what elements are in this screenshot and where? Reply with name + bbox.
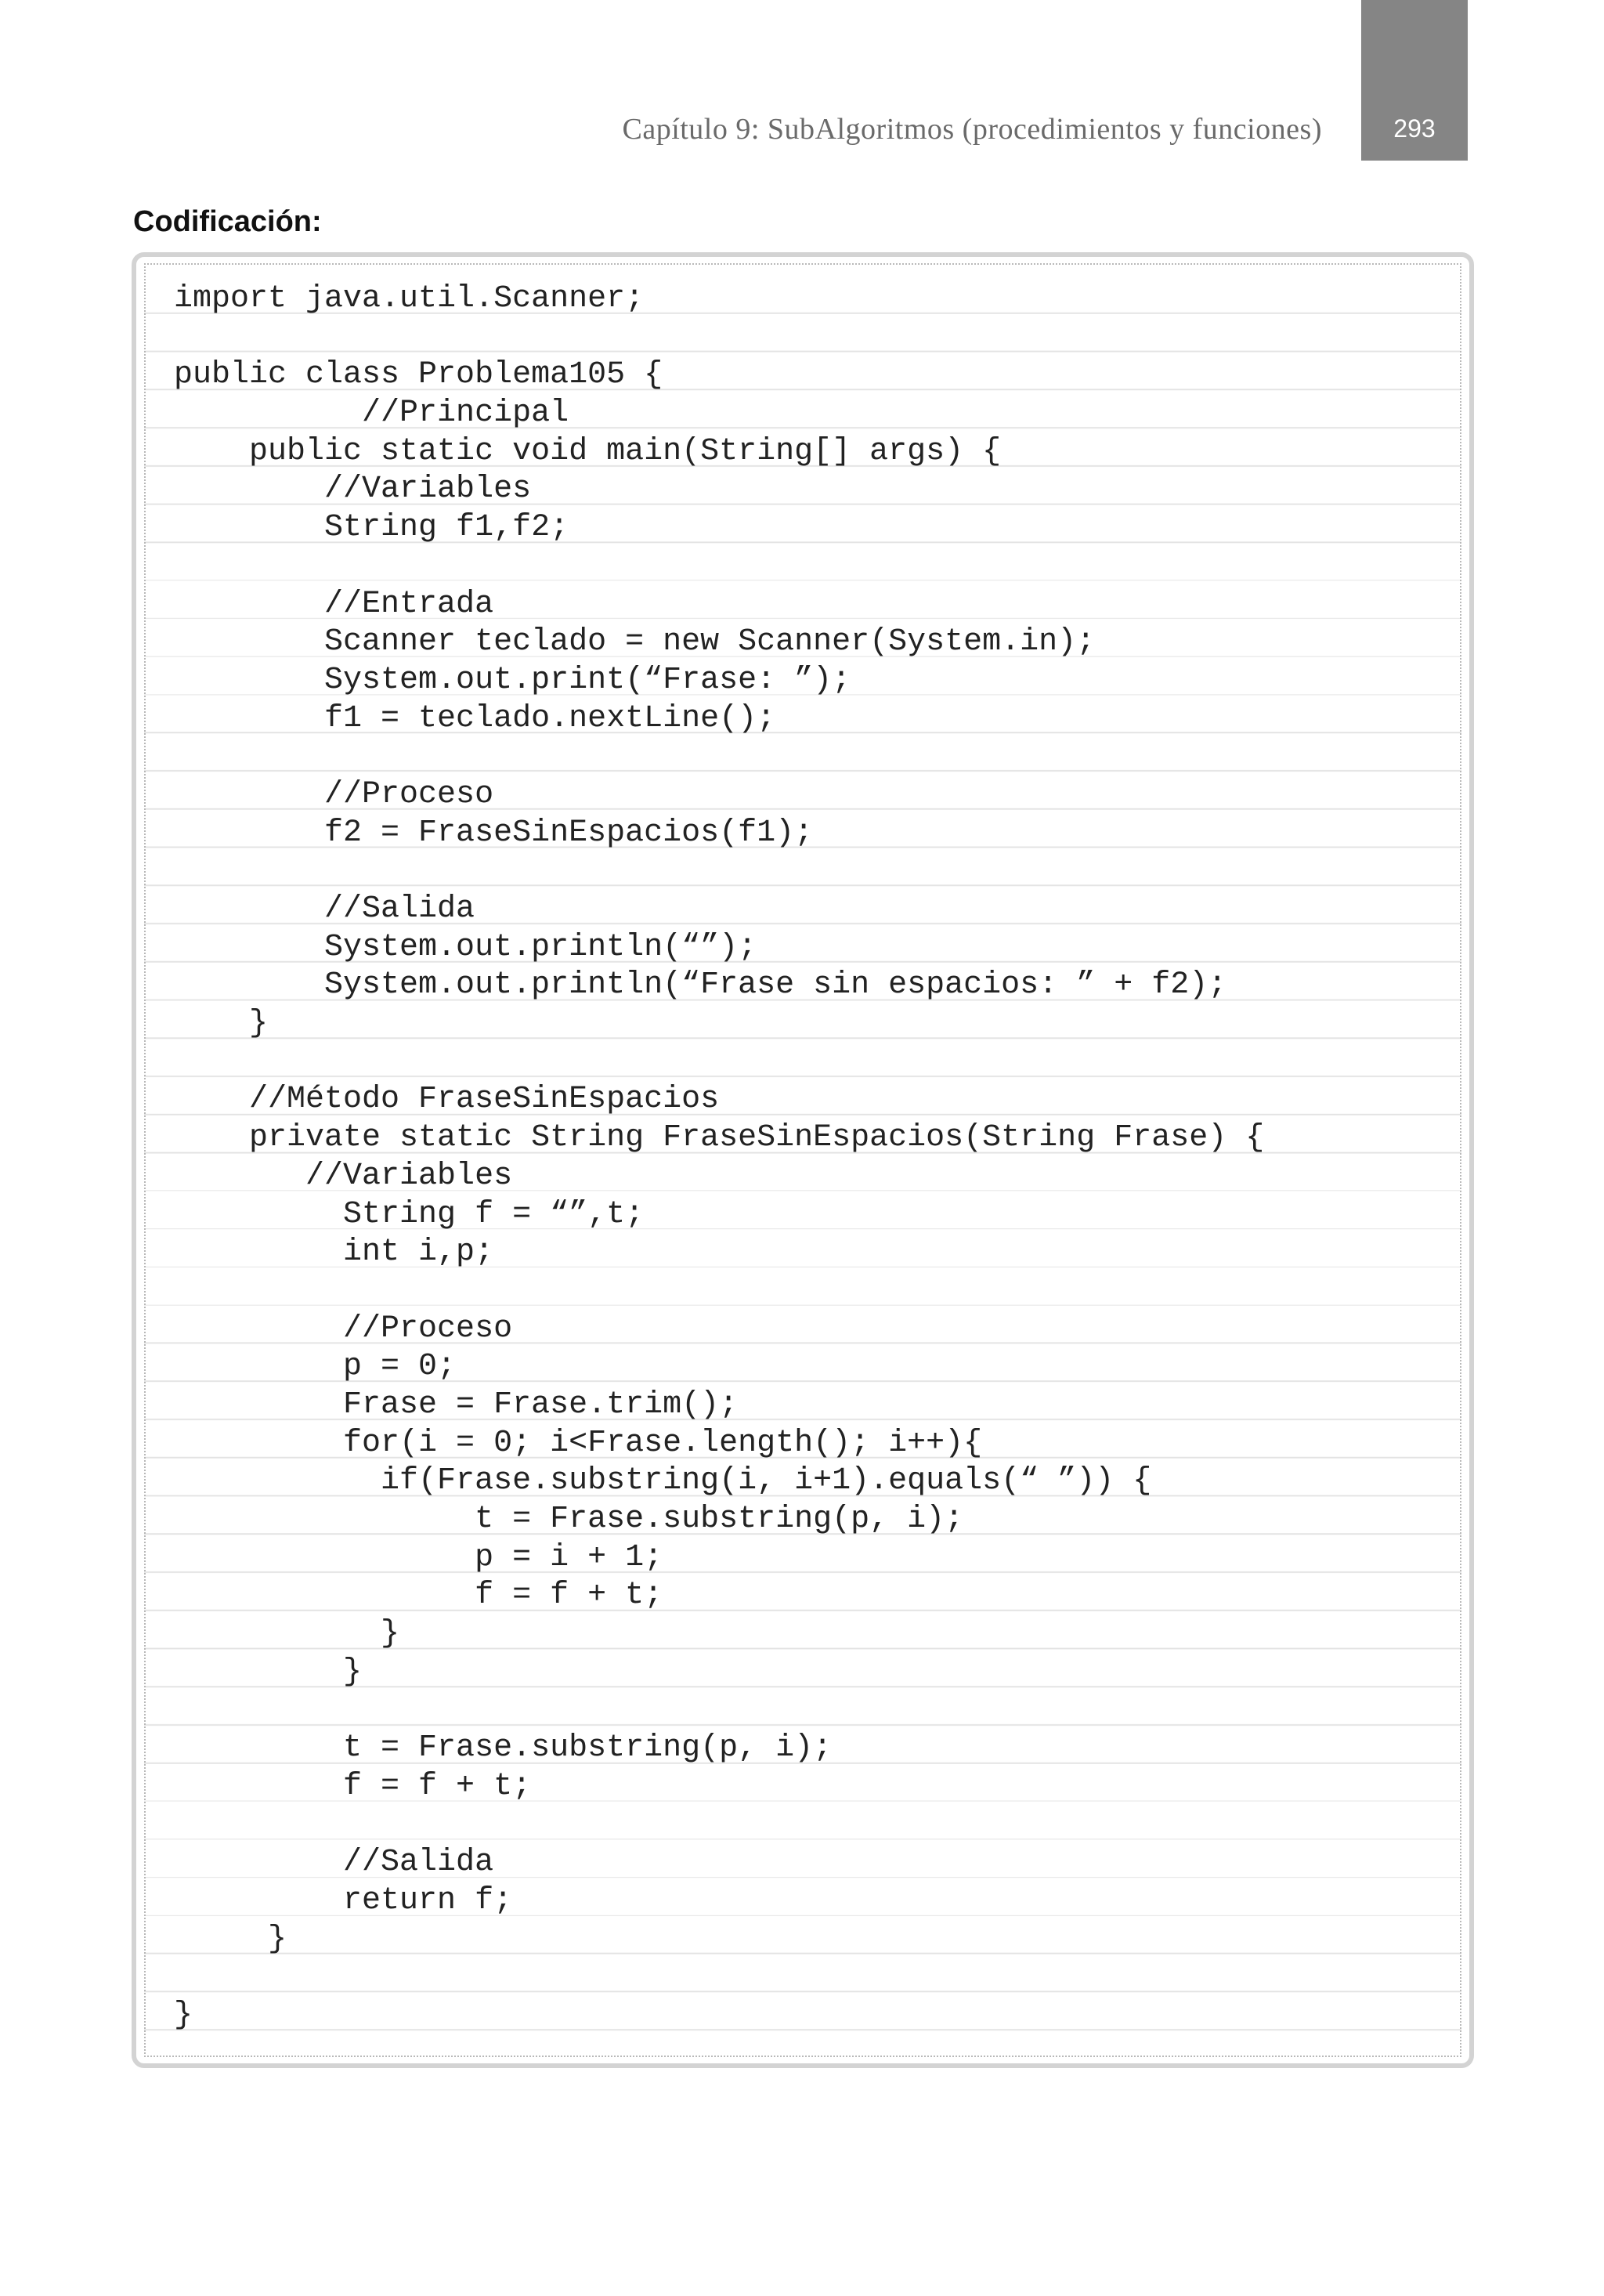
code-line: //Proceso [174,1311,513,1347]
running-header-title: Capítulo 9: SubAlgoritmos (procedimientos y funciones) [622,113,1322,146]
section-heading: Codificación: [133,205,322,238]
code-line [174,1691,1264,1730]
code-line: //Salida [174,1845,494,1881]
code-line: int i,p; [174,1235,494,1271]
code-line: System.out.print(“Frase: ”); [174,662,851,698]
code-line: import java.util.Scanner; [174,281,645,316]
code-line: //Variables [174,472,532,508]
code-line: } [174,1006,269,1042]
code-line: //Proceso [174,776,494,812]
code-line: //Salida [174,891,475,927]
code-line: f2 = FraseSinEspacios(f1); [174,815,814,851]
code-line: if(Frase.substring(i, i+1).equals(“ ”)) { [174,1463,1152,1499]
code-line [174,1806,1264,1845]
code-line: System.out.println(“”); [174,929,757,965]
code-line: System.out.println(“Frase sin espacios: ” + f2); [174,967,1227,1003]
code-line: } [174,1616,400,1652]
code-line: f1 = teclado.nextLine(); [174,700,776,736]
code-line: t = Frase.substring(p, i); [174,1730,833,1766]
code-listing-ruled-area [144,263,1461,2057]
code-line: Scanner teclado = new Scanner(System.in); [174,624,1096,660]
code-line: } [174,1921,287,1957]
code-line [174,1272,1264,1311]
code-line: Frase = Frase.trim(); [174,1387,739,1423]
code-line: f = f + t; [174,1578,663,1614]
code-line: p = 0; [174,1349,457,1385]
code-line [174,1043,1264,1082]
code-line: //Método FraseSinEspacios [174,1082,720,1118]
code-listing [174,280,1264,2035]
code-line: private static String FraseSinEspacios(String Frase) { [174,1120,1265,1156]
code-line [174,852,1264,891]
code-line: String f1,f2; [174,510,569,546]
code-line [174,319,1264,357]
code-line: p = i + 1; [174,1539,663,1575]
code-line: return f; [174,1882,513,1918]
code-line: } [174,1654,363,1690]
code-line [174,1958,1264,1997]
code-line: //Entrada [174,586,494,622]
code-line: String f = “”,t; [174,1196,645,1232]
code-listing-frame [132,252,1474,2068]
code-line: f = f + t; [174,1768,532,1804]
code-line [174,548,1264,586]
code-line: } [174,1997,193,2033]
code-line: public static void main(String[] args) { [174,433,1002,469]
page-number: 293 [1393,114,1436,143]
code-line: for(i = 0; i<Frase.length(); i++){ [174,1425,983,1461]
code-line: t = Frase.substring(p, i); [174,1502,964,1537]
code-line: public class Problema105 { [174,357,663,393]
code-line: //Principal [174,396,569,432]
code-line [174,738,1264,776]
code-line: //Variables [174,1158,513,1194]
